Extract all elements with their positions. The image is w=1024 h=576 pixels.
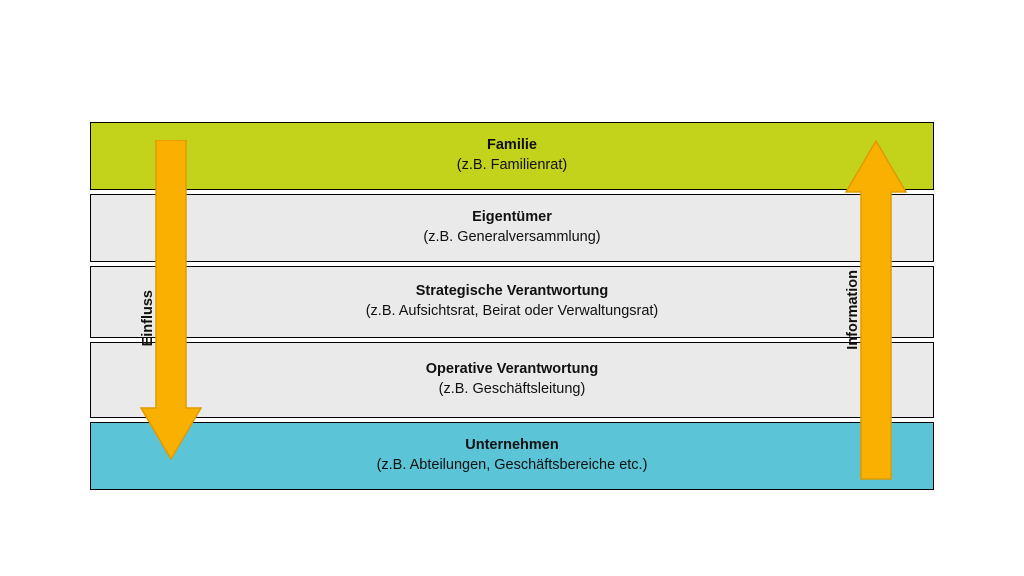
arrow-label-einfluss: Einfluss	[140, 290, 156, 347]
band-operative-verantwortung	[90, 342, 934, 418]
band-familie	[90, 122, 934, 190]
band-operative-verantwortung-title: Operative Verantwortung	[425, 361, 599, 378]
band-eigentuemer	[90, 194, 934, 262]
band-unternehmen-subtitle: (z.B. Abteilungen, Geschäftsbereiche etc.)	[376, 457, 648, 473]
band-strategische-verantwortung-title: Strategische Verantwortung	[415, 283, 609, 300]
band-eigentuemer-title: Eigentümer	[472, 209, 552, 226]
band-strategische-verantwortung	[90, 266, 934, 338]
band-operative-verantwortung-subtitle: (z.B. Geschäftsleitung)	[438, 381, 586, 397]
band-unternehmen	[90, 422, 934, 490]
band-unternehmen-title: Unternehmen	[465, 437, 559, 454]
band-familie-subtitle: (z.B. Familienrat)	[456, 157, 568, 173]
arrow-label-information: Information	[845, 270, 861, 350]
band-eigentuemer-subtitle: (z.B. Generalversammlung)	[423, 229, 601, 245]
band-strategische-verantwortung-subtitle: (z.B. Aufsichtsrat, Beirat oder Verwaltungsrat)	[365, 303, 659, 319]
band-familie-title: Familie	[487, 137, 537, 154]
